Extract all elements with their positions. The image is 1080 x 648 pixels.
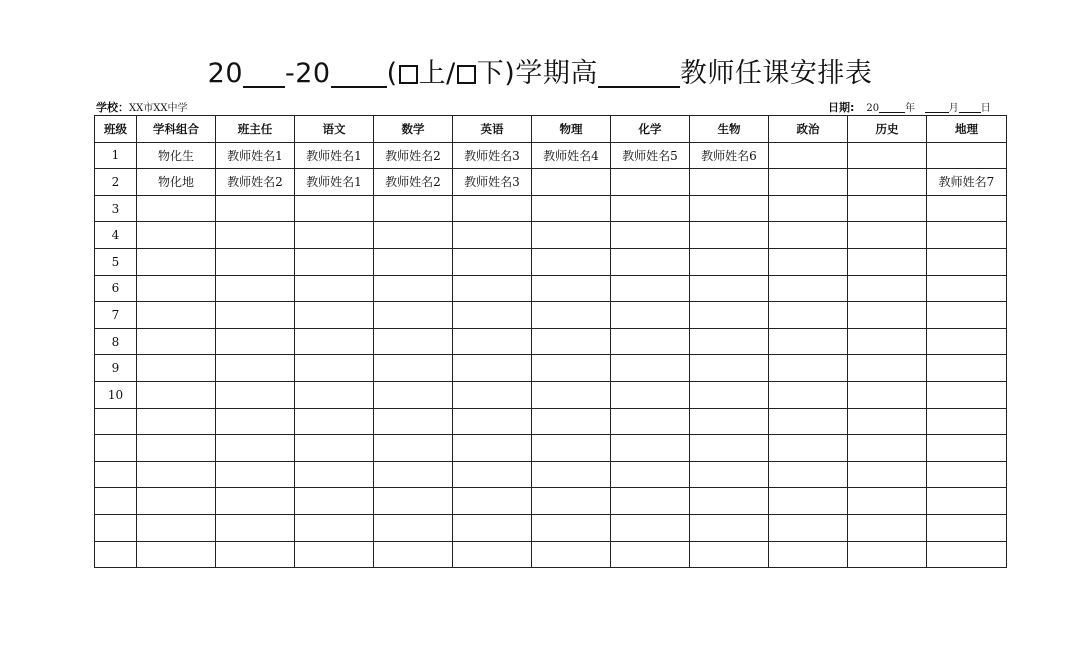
table-cell[interactable]: 教师姓名4 bbox=[532, 142, 611, 169]
table-cell[interactable] bbox=[137, 302, 216, 329]
table-cell[interactable] bbox=[927, 408, 1007, 435]
table-cell[interactable]: 教师姓名3 bbox=[453, 142, 532, 169]
table-cell[interactable] bbox=[453, 381, 532, 408]
table-cell[interactable] bbox=[848, 355, 927, 382]
table-cell[interactable] bbox=[374, 488, 453, 515]
table-cell[interactable] bbox=[690, 355, 769, 382]
table-cell[interactable] bbox=[769, 248, 848, 275]
table-cell[interactable] bbox=[216, 408, 295, 435]
title-upper-term: 上/ bbox=[418, 58, 456, 89]
date-day-blank[interactable] bbox=[959, 101, 981, 113]
table-cell[interactable] bbox=[927, 275, 1007, 302]
table-cell[interactable]: 教师姓名6 bbox=[690, 142, 769, 169]
table-cell[interactable] bbox=[453, 355, 532, 382]
table-cell[interactable] bbox=[374, 222, 453, 249]
date-info bbox=[828, 99, 991, 115]
table-cell[interactable] bbox=[927, 248, 1007, 275]
table-cell[interactable] bbox=[453, 435, 532, 462]
table-cell[interactable] bbox=[374, 381, 453, 408]
table-row bbox=[95, 142, 1007, 169]
table-cell[interactable] bbox=[374, 514, 453, 541]
table-cell[interactable] bbox=[769, 302, 848, 329]
table-cell[interactable] bbox=[769, 408, 848, 435]
table-cell[interactable] bbox=[611, 461, 690, 488]
date-year-unit: 年 bbox=[905, 103, 916, 114]
table-cell[interactable] bbox=[769, 541, 848, 568]
date-month-unit: 月 bbox=[948, 103, 959, 114]
table-cell[interactable] bbox=[769, 328, 848, 355]
class-number-cell[interactable] bbox=[95, 514, 137, 541]
table-row bbox=[95, 381, 1007, 408]
class-number-cell[interactable]: 3 bbox=[95, 195, 137, 222]
table-cell[interactable]: 教师姓名7 bbox=[927, 169, 1007, 196]
table-cell[interactable] bbox=[532, 222, 611, 249]
table-cell[interactable] bbox=[137, 275, 216, 302]
table-cell[interactable] bbox=[374, 408, 453, 435]
table-cell[interactable] bbox=[137, 541, 216, 568]
table-cell[interactable] bbox=[532, 381, 611, 408]
column-header: 历史 bbox=[848, 116, 927, 143]
table-cell[interactable] bbox=[769, 488, 848, 515]
table-cell[interactable] bbox=[848, 222, 927, 249]
table-cell[interactable] bbox=[769, 275, 848, 302]
table-cell[interactable] bbox=[137, 435, 216, 462]
table-cell[interactable]: 物化生 bbox=[137, 142, 216, 169]
table-cell[interactable] bbox=[216, 328, 295, 355]
table-cell[interactable] bbox=[216, 541, 295, 568]
table-cell[interactable] bbox=[532, 248, 611, 275]
table-cell[interactable] bbox=[295, 514, 374, 541]
table-cell[interactable] bbox=[374, 195, 453, 222]
table-cell[interactable] bbox=[532, 408, 611, 435]
table-cell[interactable] bbox=[532, 355, 611, 382]
table-cell[interactable] bbox=[295, 461, 374, 488]
teacher-assignment-table bbox=[94, 115, 1007, 568]
table-cell[interactable] bbox=[848, 302, 927, 329]
title-year-end-blank bbox=[331, 56, 387, 88]
table-cell[interactable] bbox=[374, 355, 453, 382]
table-cell[interactable] bbox=[690, 381, 769, 408]
table-cell[interactable] bbox=[848, 514, 927, 541]
table-cell[interactable] bbox=[690, 328, 769, 355]
table-cell[interactable] bbox=[532, 488, 611, 515]
column-header: 数学 bbox=[374, 116, 453, 143]
date-day-unit: 日 bbox=[980, 103, 991, 114]
class-number-cell[interactable]: 1 bbox=[95, 142, 137, 169]
table-cell[interactable] bbox=[848, 142, 927, 169]
table-cell[interactable] bbox=[137, 355, 216, 382]
column-header: 语文 bbox=[295, 116, 374, 143]
table-cell[interactable] bbox=[374, 248, 453, 275]
table-cell[interactable] bbox=[374, 302, 453, 329]
table-cell[interactable] bbox=[295, 355, 374, 382]
table-cell[interactable] bbox=[453, 328, 532, 355]
table-cell[interactable] bbox=[532, 461, 611, 488]
table-row bbox=[95, 435, 1007, 462]
class-number-cell[interactable]: 5 bbox=[95, 248, 137, 275]
table-cell[interactable] bbox=[611, 408, 690, 435]
table-cell[interactable] bbox=[295, 541, 374, 568]
table-cell[interactable] bbox=[927, 381, 1007, 408]
table-cell[interactable] bbox=[611, 328, 690, 355]
table-body bbox=[95, 142, 1007, 568]
table-row bbox=[95, 275, 1007, 302]
table-cell[interactable]: 教师姓名5 bbox=[611, 142, 690, 169]
table-cell[interactable] bbox=[216, 488, 295, 515]
table-cell[interactable] bbox=[927, 541, 1007, 568]
table-cell[interactable] bbox=[769, 435, 848, 462]
table-cell[interactable] bbox=[848, 275, 927, 302]
school-info bbox=[96, 99, 187, 115]
table-cell[interactable] bbox=[611, 275, 690, 302]
table-row bbox=[95, 302, 1007, 329]
upper-term-checkbox[interactable] bbox=[399, 65, 418, 84]
table-cell[interactable]: 教师姓名2 bbox=[216, 169, 295, 196]
table-cell[interactable] bbox=[848, 195, 927, 222]
table-cell[interactable] bbox=[927, 355, 1007, 382]
table-cell[interactable] bbox=[216, 514, 295, 541]
table-cell[interactable] bbox=[137, 488, 216, 515]
table-cell[interactable] bbox=[690, 408, 769, 435]
title-lower-term: 下)学期高 bbox=[476, 58, 598, 89]
column-header: 班级 bbox=[95, 116, 137, 143]
class-number-cell[interactable] bbox=[95, 461, 137, 488]
table-cell[interactable] bbox=[374, 435, 453, 462]
date-month-blank[interactable] bbox=[925, 101, 949, 113]
table-cell[interactable] bbox=[927, 302, 1007, 329]
table-cell[interactable] bbox=[690, 169, 769, 196]
table-cell[interactable] bbox=[769, 222, 848, 249]
column-header: 学科组合 bbox=[137, 116, 216, 143]
table-row bbox=[95, 514, 1007, 541]
table-cell[interactable] bbox=[374, 328, 453, 355]
table-cell[interactable] bbox=[295, 488, 374, 515]
table-row bbox=[95, 461, 1007, 488]
table-cell[interactable] bbox=[295, 248, 374, 275]
class-number-cell[interactable]: 6 bbox=[95, 275, 137, 302]
table-cell[interactable] bbox=[532, 541, 611, 568]
column-header: 生物 bbox=[690, 116, 769, 143]
table-cell[interactable] bbox=[927, 195, 1007, 222]
table-cell[interactable] bbox=[690, 461, 769, 488]
table-cell[interactable] bbox=[927, 488, 1007, 515]
table-cell[interactable] bbox=[611, 488, 690, 515]
column-header: 化学 bbox=[611, 116, 690, 143]
table-cell[interactable] bbox=[532, 435, 611, 462]
table-cell[interactable] bbox=[769, 355, 848, 382]
table-row bbox=[95, 488, 1007, 515]
table-cell[interactable] bbox=[848, 461, 927, 488]
table-cell[interactable] bbox=[769, 514, 848, 541]
table-row bbox=[95, 195, 1007, 222]
date-year-prefix: 20 bbox=[866, 103, 880, 114]
class-number-cell[interactable] bbox=[95, 541, 137, 568]
table-cell[interactable] bbox=[532, 514, 611, 541]
table-cell[interactable] bbox=[453, 195, 532, 222]
table-cell[interactable] bbox=[769, 461, 848, 488]
table-cell[interactable] bbox=[848, 488, 927, 515]
table-cell[interactable] bbox=[453, 541, 532, 568]
table-cell[interactable] bbox=[848, 408, 927, 435]
table-cell[interactable] bbox=[137, 195, 216, 222]
table-cell[interactable] bbox=[453, 248, 532, 275]
table-cell[interactable] bbox=[295, 275, 374, 302]
table-cell[interactable] bbox=[848, 541, 927, 568]
column-header: 政治 bbox=[769, 116, 848, 143]
table-cell[interactable] bbox=[137, 408, 216, 435]
table-cell[interactable] bbox=[295, 328, 374, 355]
table-cell[interactable] bbox=[216, 355, 295, 382]
table-row bbox=[95, 222, 1007, 249]
class-number-cell[interactable]: 9 bbox=[95, 355, 137, 382]
document-title bbox=[0, 52, 1080, 96]
table-cell[interactable] bbox=[611, 248, 690, 275]
table-cell[interactable] bbox=[848, 435, 927, 462]
table-cell[interactable] bbox=[611, 435, 690, 462]
table-cell[interactable] bbox=[611, 541, 690, 568]
table-cell[interactable] bbox=[927, 328, 1007, 355]
table-cell[interactable] bbox=[927, 514, 1007, 541]
table-cell[interactable] bbox=[137, 461, 216, 488]
table-cell[interactable] bbox=[137, 514, 216, 541]
table-cell[interactable] bbox=[611, 302, 690, 329]
title-year-start: 20 bbox=[207, 58, 244, 89]
table-cell[interactable] bbox=[532, 195, 611, 222]
table-cell[interactable] bbox=[216, 195, 295, 222]
class-number-cell[interactable]: 2 bbox=[95, 169, 137, 196]
table-cell[interactable] bbox=[690, 195, 769, 222]
date-year-blank[interactable] bbox=[879, 101, 905, 113]
table-cell[interactable] bbox=[532, 328, 611, 355]
table-cell[interactable] bbox=[216, 275, 295, 302]
column-header: 物理 bbox=[532, 116, 611, 143]
table-cell[interactable] bbox=[690, 488, 769, 515]
table-cell[interactable] bbox=[137, 381, 216, 408]
table-cell[interactable] bbox=[295, 435, 374, 462]
table-cell[interactable] bbox=[137, 328, 216, 355]
table-cell[interactable] bbox=[690, 222, 769, 249]
class-number-cell[interactable]: 8 bbox=[95, 328, 137, 355]
table-cell[interactable] bbox=[295, 408, 374, 435]
title-year-start-blank bbox=[243, 56, 285, 88]
table-cell[interactable] bbox=[295, 381, 374, 408]
table-cell[interactable] bbox=[848, 328, 927, 355]
table-cell[interactable] bbox=[611, 514, 690, 541]
table-cell[interactable]: 教师姓名1 bbox=[295, 142, 374, 169]
table-cell[interactable] bbox=[137, 222, 216, 249]
table-cell[interactable] bbox=[216, 435, 295, 462]
table-cell[interactable] bbox=[611, 355, 690, 382]
table-cell[interactable]: 教师姓名1 bbox=[216, 142, 295, 169]
table-row bbox=[95, 408, 1007, 435]
table-cell[interactable] bbox=[532, 169, 611, 196]
table-cell[interactable] bbox=[453, 461, 532, 488]
class-number-cell[interactable]: 4 bbox=[95, 222, 137, 249]
table-cell[interactable]: 教师姓名1 bbox=[295, 169, 374, 196]
class-number-cell[interactable] bbox=[95, 408, 137, 435]
column-header: 班主任 bbox=[216, 116, 295, 143]
table-cell[interactable] bbox=[137, 248, 216, 275]
table-cell[interactable] bbox=[927, 435, 1007, 462]
title-suffix: 教师任课安排表 bbox=[679, 58, 873, 89]
table-row bbox=[95, 169, 1007, 196]
class-number-cell[interactable] bbox=[95, 435, 137, 462]
class-number-cell[interactable] bbox=[95, 488, 137, 515]
title-grade-blank bbox=[598, 56, 680, 88]
school-value: XX市XX中学 bbox=[129, 103, 188, 114]
table-cell[interactable] bbox=[295, 195, 374, 222]
table-cell[interactable] bbox=[769, 381, 848, 408]
table-cell[interactable] bbox=[690, 541, 769, 568]
table-cell[interactable] bbox=[848, 381, 927, 408]
table-cell[interactable] bbox=[848, 248, 927, 275]
table-cell[interactable] bbox=[216, 461, 295, 488]
table-cell[interactable] bbox=[690, 435, 769, 462]
table-cell[interactable] bbox=[295, 222, 374, 249]
date-label: 日期: bbox=[828, 101, 855, 114]
column-header: 地理 bbox=[927, 116, 1007, 143]
table-cell[interactable] bbox=[374, 275, 453, 302]
table-cell[interactable] bbox=[611, 169, 690, 196]
table-cell[interactable] bbox=[453, 514, 532, 541]
table-header-row bbox=[95, 116, 1007, 143]
school-label: 学校： bbox=[96, 101, 129, 114]
table-row bbox=[95, 541, 1007, 568]
table-cell[interactable] bbox=[216, 381, 295, 408]
table-cell[interactable] bbox=[690, 514, 769, 541]
table-cell[interactable] bbox=[374, 461, 453, 488]
table-cell[interactable] bbox=[453, 222, 532, 249]
class-number-cell[interactable]: 7 bbox=[95, 302, 137, 329]
table-cell[interactable] bbox=[769, 195, 848, 222]
table-cell[interactable] bbox=[216, 302, 295, 329]
table-cell[interactable] bbox=[611, 222, 690, 249]
table-cell[interactable]: 教师姓名2 bbox=[374, 142, 453, 169]
table-cell[interactable] bbox=[848, 169, 927, 196]
table-row bbox=[95, 248, 1007, 275]
table-cell[interactable] bbox=[453, 302, 532, 329]
table-cell[interactable] bbox=[690, 275, 769, 302]
column-header: 英语 bbox=[453, 116, 532, 143]
table-cell[interactable] bbox=[690, 248, 769, 275]
table-cell[interactable] bbox=[453, 275, 532, 302]
table-cell[interactable] bbox=[927, 222, 1007, 249]
table-cell[interactable] bbox=[216, 248, 295, 275]
title-year-end: -20 bbox=[285, 58, 331, 89]
table-cell[interactable] bbox=[532, 302, 611, 329]
table-cell[interactable] bbox=[927, 461, 1007, 488]
table-cell[interactable] bbox=[690, 302, 769, 329]
table-cell[interactable] bbox=[374, 541, 453, 568]
table-cell[interactable]: 教师姓名2 bbox=[374, 169, 453, 196]
table-cell[interactable]: 物化地 bbox=[137, 169, 216, 196]
class-number-cell[interactable]: 10 bbox=[95, 381, 137, 408]
table-cell[interactable] bbox=[769, 169, 848, 196]
table-cell[interactable]: 教师姓名3 bbox=[453, 169, 532, 196]
table-cell[interactable] bbox=[611, 195, 690, 222]
table-cell[interactable] bbox=[927, 142, 1007, 169]
lower-term-checkbox[interactable] bbox=[457, 65, 476, 84]
table-cell[interactable] bbox=[216, 222, 295, 249]
table-cell[interactable] bbox=[453, 488, 532, 515]
table-cell[interactable] bbox=[611, 381, 690, 408]
table-row bbox=[95, 328, 1007, 355]
table-cell[interactable] bbox=[295, 302, 374, 329]
table-row bbox=[95, 355, 1007, 382]
title-open-paren: ( bbox=[386, 58, 398, 89]
table-cell[interactable] bbox=[453, 408, 532, 435]
table-cell[interactable] bbox=[532, 275, 611, 302]
table-cell[interactable] bbox=[769, 142, 848, 169]
